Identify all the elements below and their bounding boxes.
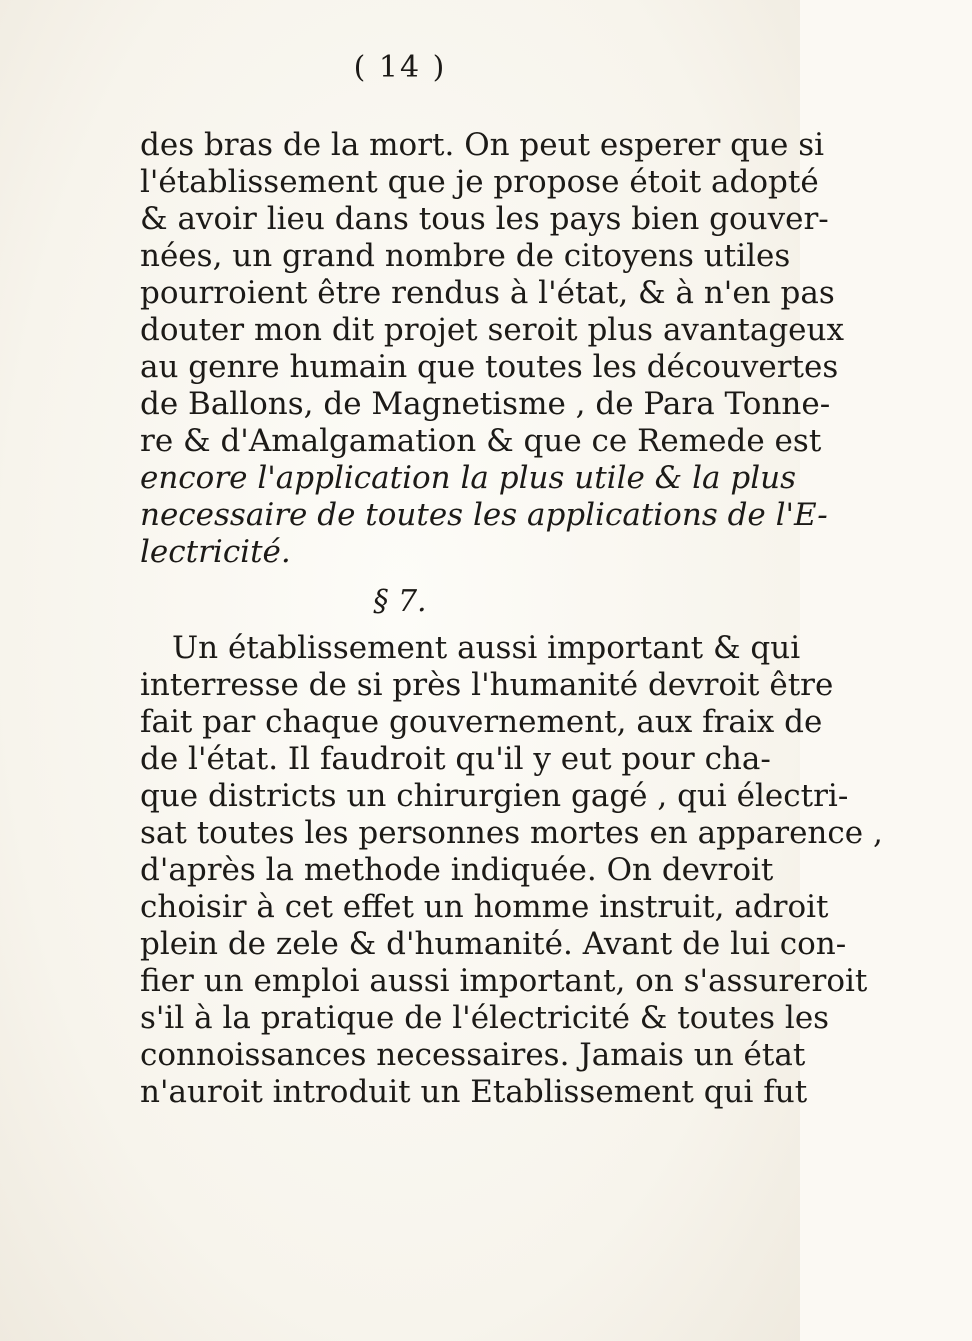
text-line: n'auroit introduit un Etablissement qui fut <box>140 1074 808 1110</box>
text-line: encore l'application la plus utile & la plus <box>140 460 797 496</box>
text-line: de l'état. Il faudroit qu'il y eut pour cha- <box>140 741 771 777</box>
text-line: douter mon dit projet seroit plus avantageux <box>140 312 844 348</box>
text-line: au genre humain que toutes les découvertes <box>140 349 839 385</box>
text-line: interresse de si près l'humanité devroit être <box>140 667 834 703</box>
text-line: sat toutes les personnes mortes en apparence , <box>140 815 883 851</box>
text-line: fier un emploi aussi important, on s'assureroit <box>140 963 868 999</box>
text-line: & avoir lieu dans tous les pays bien gouver- <box>140 201 829 237</box>
text-line: connoissances necessaires. Jamais un état <box>140 1037 806 1073</box>
page-number: ( 14 ) <box>353 50 447 85</box>
text-line: fait par chaque gouvernement, aux fraix de <box>140 704 823 740</box>
text-line: necessaire de toutes les applications de l'E- <box>140 497 828 533</box>
text-line: d'après la methode indiquée. On devroit <box>140 852 774 888</box>
text-line: Un établissement aussi important & qui <box>172 630 801 666</box>
text-line: pourroient être rendus à l'état, & à n'en pas <box>140 275 835 311</box>
text-line: l'établissement que je propose étoit adopté <box>140 164 819 200</box>
text-line: que districts un chirurgien gagé , qui électri- <box>140 778 849 814</box>
text-line: plein de zele & d'humanité. Avant de lui con- <box>140 926 847 962</box>
section-heading: § 7. <box>373 584 427 619</box>
text-line: lectricité. <box>140 534 291 570</box>
text-line: s'il à la pratique de l'électricité & toutes les <box>140 1000 830 1036</box>
text-line: de Ballons, de Magnetisme , de Para Tonne- <box>140 386 831 422</box>
text-line: re & d'Amalgamation & que ce Remede est <box>140 423 822 459</box>
text-line: des bras de la mort. On peut esperer que si <box>140 127 825 163</box>
text-line: choisir à cet effet un homme instruit, adroit <box>140 889 829 925</box>
text-line: nées, un grand nombre de citoyens utiles <box>140 238 791 274</box>
